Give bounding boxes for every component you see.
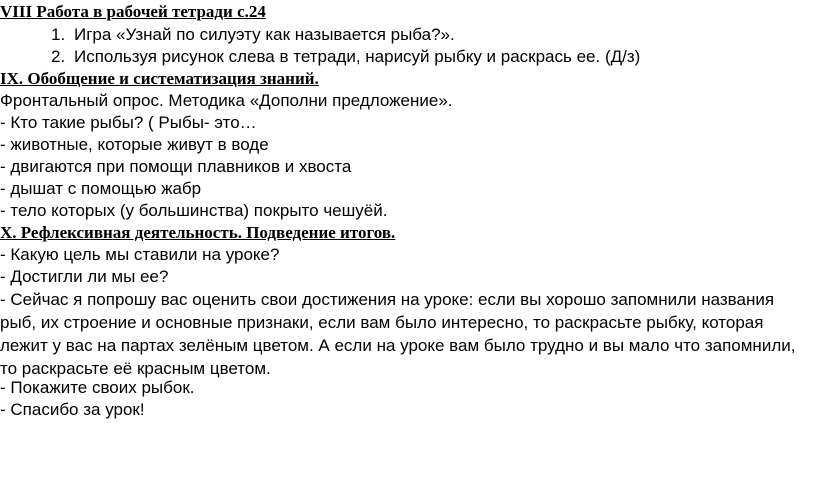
list-item-number: 2.	[51, 47, 66, 66]
text-line: - Кто такие рыбы? ( Рыбы- это…	[0, 113, 257, 132]
list-item-text: Используя рисунок слева в тетради, нарисуй рыбку и раскрась ее. (Д/з)	[74, 47, 641, 66]
text-line: - Покажите своих рыбок.	[0, 378, 195, 397]
section-10-heading: X. Рефлексивная деятельность. Подведение итогов.	[0, 223, 396, 242]
text-line: - двигаются при помощи плавников и хвоста	[0, 157, 352, 176]
list-item-number: 1.	[51, 25, 66, 44]
text-line: - Спасибо за урок!	[0, 400, 145, 419]
text-line: - дышат с помощью жабр	[0, 179, 202, 198]
text-line: - Достигли ли мы ее?	[0, 267, 169, 286]
section-8-heading: VIII Работа в рабочей тетради с.24	[0, 2, 266, 21]
assessment-paragraph: - Сейчас я попрошу вас оценить свои достижения на уроке: если вы хорошо запомнили названия рыб, их строение и основные признаки, если вам было интересно, то раскрасьте рыбку, которая лежит у вас на партах зелёным цветом. А если на уроке вам было трудно и вы мало что запомнили, то раскрасьте её красным цветом.	[0, 290, 796, 378]
list-item-text: Игра «Узнай по силуэту как называется рыба?».	[74, 25, 455, 44]
text-line: - животные, которые живут в воде	[0, 135, 269, 154]
text-line: - Какую цель мы ставили на уроке?	[0, 245, 280, 264]
section-9-heading: IX. Обобщение и систематизация знаний.	[0, 69, 319, 88]
text-line: - тело которых (у большинства) покрыто чешуёй.	[0, 201, 388, 220]
text-line: Фронтальный опрос. Методика «Дополни предложение».	[0, 91, 453, 110]
